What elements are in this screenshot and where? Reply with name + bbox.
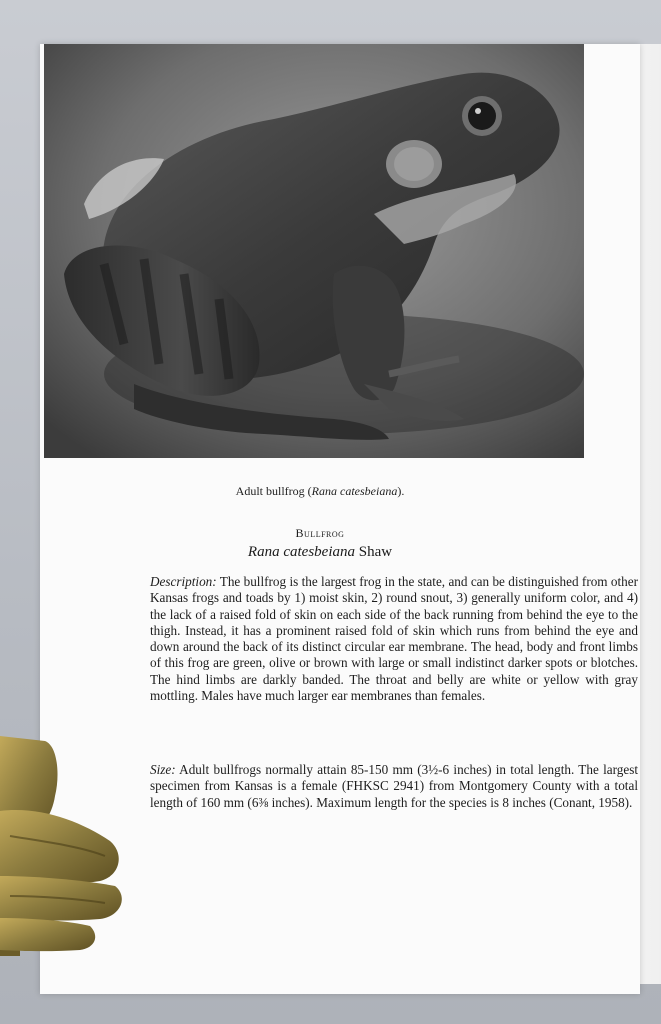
species-scientific-name: Rana catesbeiana [247, 544, 355, 560]
species-scientific-title [40, 544, 600, 561]
caption-scientific-name: Rana catesbeiana [311, 484, 398, 498]
bullfrog-photo [44, 44, 584, 458]
caption-open-paren: ( [307, 484, 312, 498]
caption-text: Adult bullfrog [235, 484, 308, 498]
species-common-name: Bullfrog [295, 526, 345, 540]
species-author: Shaw [354, 544, 393, 560]
description-paragraph [150, 574, 638, 704]
size-paragraph [150, 762, 638, 811]
size-text: Adult bullfrogs normally attain 85-150 mm (3½-6 inches) in total length. The largest specimen from Kansas is a female (FHKSC 2941) from Montgomery County with a total length of 160 mm (6⅜ inches). Maximum length for the species is 8 inches (Conant, 1958). [150, 762, 638, 810]
photo-caption [40, 484, 600, 499]
brass-bookend-hand [0, 736, 130, 966]
caption-end: ). [397, 484, 405, 498]
description-text: The bullfrog is the largest frog in the state, and can be distinguished from other Kansas frogs and toads by 1) moist skin, 2) round snout, 3) generally uniform color, and 4) the lack of a raised fold of skin on each side of the back running from behind the eye to the thigh. Instead, it has a prominent raised fold of skin which runs from behind the eye and down around the back of its distinct circular ear membrane. The head, body and front limbs of this frog are green, olive or brown with large or small indistinct darker spots or blotches. The hind limbs are darkly banded. The throat and belly are white or yellow with gray mottling. Males have much larger ear membranes than females. [150, 574, 638, 704]
size-heading: Size: [150, 762, 176, 777]
description-heading: Description: [150, 574, 217, 589]
book-page [40, 44, 640, 994]
